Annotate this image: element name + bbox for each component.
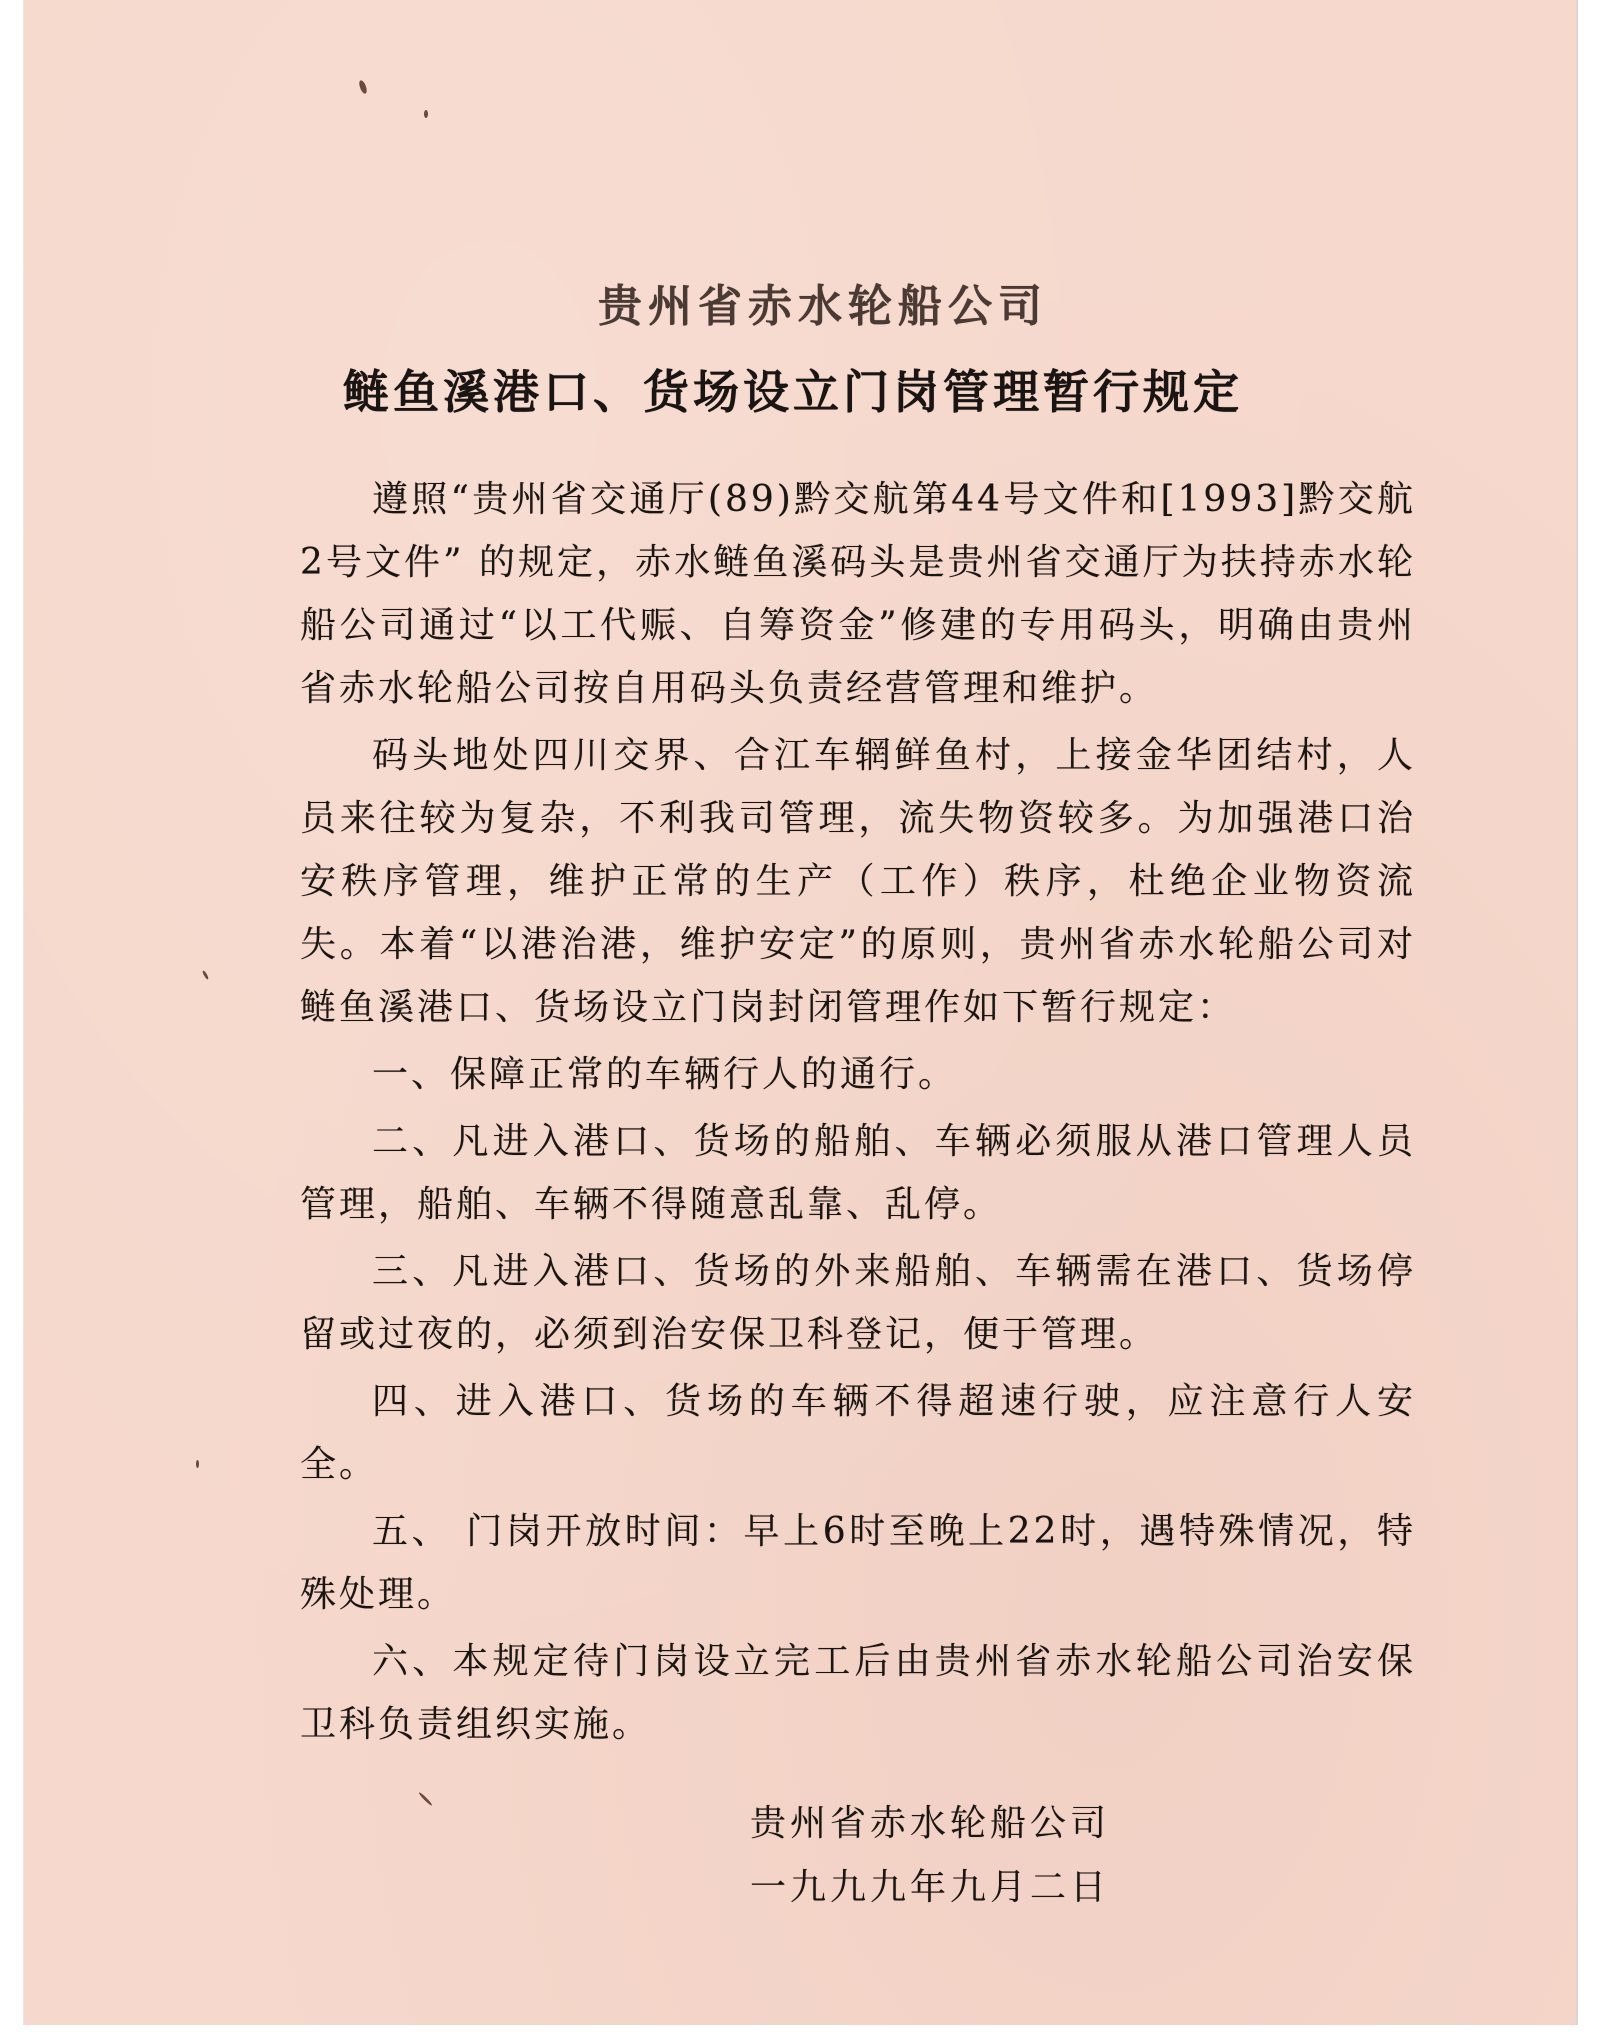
- rule-item-6: 六、本规定待门岗设立完工后由贵州省赤水轮船公司治安保卫科负责组织实施。: [300, 1641, 1416, 1745]
- signature-organization: 贵州省赤水轮船公司: [750, 1803, 1111, 1844]
- rule-item-3: 三、凡进入港口、货场的外来船舶、车辆需在港口、货场停留或过夜的，必须到治安保卫科登记，便于管理。: [300, 1251, 1416, 1355]
- paper-speck: [196, 1460, 199, 1468]
- rule-item-4: 四、进入港口、货场的车辆不得超速行驶，应注意行人安全。: [300, 1381, 1416, 1485]
- paper-speck: [202, 970, 210, 980]
- paper-speck: [418, 1792, 433, 1807]
- paragraph-background: 码头地处四川交界、合江车辋鲜鱼村，上接金华团结村，人员来往较为复杂，不利我司管理，流失物资较多。为加强港口治安秩序管理，维护正常的生产（工作）秩序，杜绝企业物资流失。本着“以港治港，维护安定”的原则，贵州省赤水轮船公司对鲢鱼溪港口、货场设立门岗封闭管理作如下暂行规定：: [300, 735, 1416, 1028]
- paper-speck: [358, 79, 368, 94]
- rule-item-2: 二、凡进入港口、货场的船舶、车辆必须服从港口管理人员管理，船舶、车辆不得随意乱靠、乱停。: [300, 1121, 1416, 1225]
- signature-block: [750, 1792, 1110, 1920]
- paragraph-preamble: 遵照“贵州省交通厅(89)黔交航第44号文件和[1993]黔交航2号文件” 的规定，赤水鲢鱼溪码头是贵州省交通厅为扶持赤水轮船公司通过“以工代赈、自筹资金”修建的专用码头，明确由贵州省赤水轮船公司按自用码头负责经营管理和维护。: [300, 479, 1416, 709]
- company-heading: 贵州省赤水轮船公司: [598, 281, 1048, 332]
- rule-item-1: 一、保障正常的车辆行人的通行。: [372, 1054, 958, 1095]
- signature-date: 一九九九年九月二日: [750, 1867, 1111, 1908]
- document-body: [300, 270, 1416, 1756]
- rule-item-5: 五、 门岗开放时间：早上6时至晚上22时，遇特殊情况，特殊处理。: [300, 1511, 1416, 1615]
- document-title: 鲢鱼溪港口、货场设立门岗管理暂行规定: [343, 365, 1243, 419]
- paper-speck: [424, 110, 428, 118]
